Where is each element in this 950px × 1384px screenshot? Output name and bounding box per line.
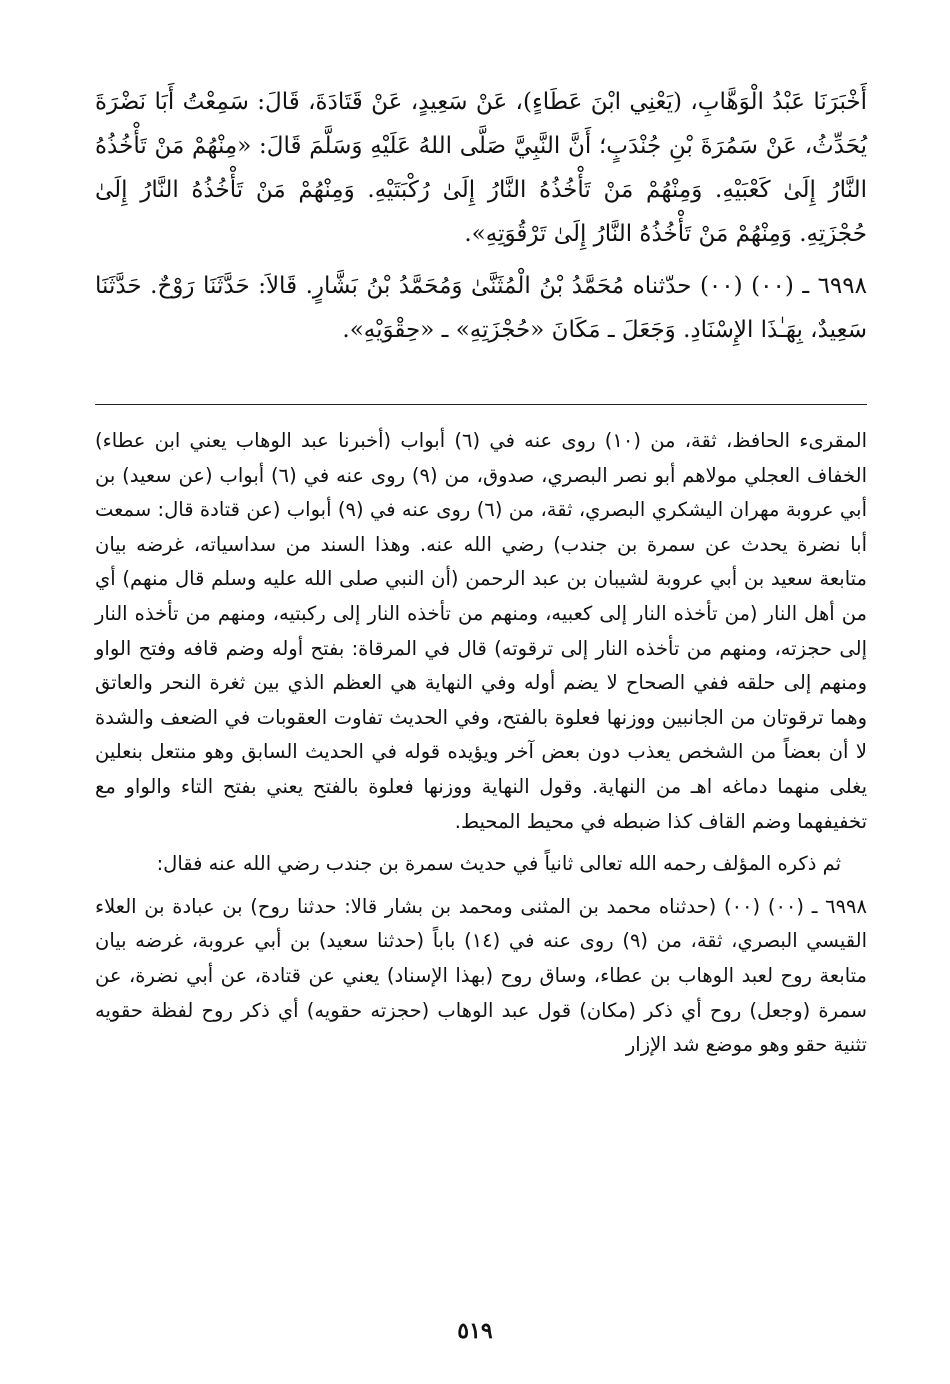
footnote-divider (95, 404, 867, 405)
hadith-text-block (95, 80, 867, 352)
hadith-chain-paragraph: ٦٩٩٨ ـ (٠٠) (٠٠) حدّثناه مُحَمَّدُ بْنُ الْمُثَنَّىٰ وَمُحَمَّدُ بْنُ بَشَّارٍ. قَالاَ: حَدَّثَنَا رَوْحٌ. حَدَّثَنَا سَعِيدٌ، بِهَـٰذَا الإِسْنَادِ. وَجَعَلَ ـ مَكَانَ «حُجْزَتِهِ» ـ «حِقْوَيْهِ». (95, 273, 867, 343)
commentary-block (95, 424, 867, 1063)
page-number: ٥١٩ (457, 1318, 493, 1344)
commentary-paragraph: ثم ذكره المؤلف رحمه الله تعالى ثانياً في حديث سمرة بن جندب رضي الله عنه فقال: (156, 852, 841, 876)
commentary-paragraph: المقرىء الحافظ، ثقة، من (١٠) روى عنه في (٦) أبواب (أخبرنا عبد الوهاب يعني ابن عطاء) الخفاف العجلي مولاهم أبو نصر البصري، صدوق، من (٩) روى عنه في (٦) أبواب (عن سعيد) بن أبي عروبة مهران اليشكري البصري، ثقة، من (٦) روى عنه في (٩) أبواب (عن قتادة قال: سمعت أبا نضرة يحدث عن سمرة بن جندب) رضي الله عنه. وهذا السند من سداسياته، غرضه بيان متابعة سعيد بن أبي عروبة لشيبان بن عبد الرحمن (أن النبي صلى الله عليه وسلم قال منهم) أي من أهل النار (من تأخذه النار إلى كعبيه، ومنهم من تأخذه النار إلى ركبتيه، ومنهم من تأخذه النار إلى حجزته، ومنهم من تأخذه النار إلى ترقوته) قال في المرقاة: بفتح أوله وضم قافه وفتح الواو ومنهم إلى حلقه ففي الصحاح لا يضم أوله وفي النهاية هي العظم الذي بين ثغرة النحر والعاتق وهما ترقوتان من الجانبين ووزنها فعلوة بالفتح، وفي الحديث تفاوت العقوبات في الضعف والشدة لا أن بعضاً من الشخص يعذب دون بعض آخر ويؤيده قوله في الحديث السابق وهو منتعل بنعلين يغلى منهما دماغه اهـ من النهاية. وقول النهاية ووزنها فعلوة بالفتح يعني بفتح التاء والواو مع تخفيفهما وضم القاف كذا ضبطه في محيط المحيط. (95, 429, 867, 833)
commentary-paragraph: ٦٩٩٨ ـ (٠٠) (٠٠) (حدثناه محمد بن المثنى ومحمد بن بشار قالا: حدثنا روح) بن عبادة بن العلاء القيسي البصري، ثقة، من (٩) روى عنه في (١٤) باباً (حدثنا سعيد) بن أبي عروبة، غرضه بيان متابعة روح لعبد الوهاب بن عطاء، وساق روح (بهذا الإسناد) يعني عن قتادة، عن أبي نضرة، عن سمرة (وجعل) روح أي ذكر (مكان) قول عبد الوهاب (حجزته حقويه) أي ذكر روح لفظة حقويه تثنية حقو وهو موضع شد الإزار (95, 894, 868, 1057)
hadith-paragraph: أَخْبَرَنَا عَبْدُ الْوَهَّابِ، (يَعْنِي ابْنَ عَطَاءٍ)، عَنْ سَعِيدٍ، عَنْ قَتَادَةَ، قَالَ: سَمِعْتُ أَبَا نَضْرَةَ يُحَدِّثُ، عَنْ سَمُرَةَ بْنِ جُنْدَبٍ؛ أَنَّ النَّبِيَّ صَلَّى اللهُ عَلَيْهِ وَسَلَّمَ قَالَ: «مِنْهُمْ مَنْ تَأْخُذُهُ النَّارُ إِلَىٰ كَعْبَيْهِ. وَمِنْهُمْ مَنْ تَأْخُذُهُ النَّارُ إِلَىٰ رُكْبَتَيْهِ. وَمِنْهُمْ مَنْ تَأْخُذُهُ النَّارُ إِلَىٰ حُجْزَتِهِ. وَمِنْهُمْ مَنْ تَأْخُذُهُ النَّارُ إِلَىٰ تَرْقُوَتِهِ». (95, 89, 867, 247)
